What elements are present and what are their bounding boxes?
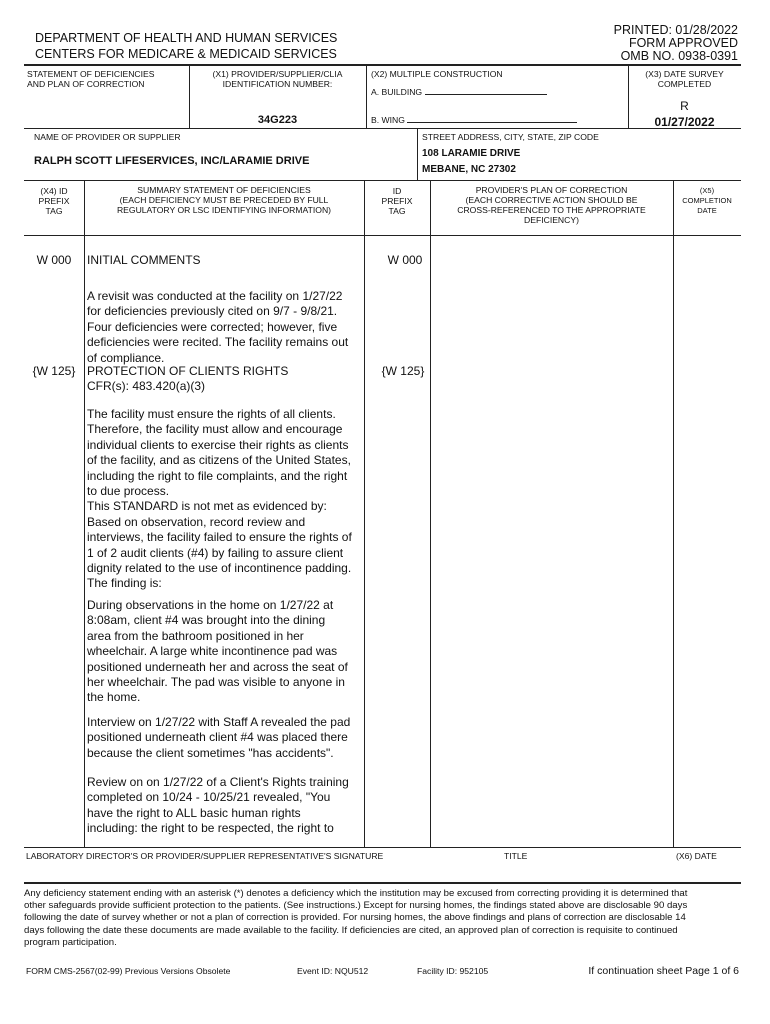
paragraph-revisit bbox=[87, 289, 369, 366]
summary-header-2: (EACH DEFICIENCY MUST BE PRECEDED BY FULL bbox=[119, 195, 329, 205]
tag-w000-right: W 000 bbox=[387, 253, 423, 267]
text-line: Therefore, the facility must allow and encourage bbox=[87, 422, 343, 437]
text-line: wheelchair. A large white incontinence pad was bbox=[87, 644, 338, 659]
address-city: MEBANE, NC 27302 bbox=[422, 164, 516, 175]
tag-w125-left: {W 125} bbox=[32, 364, 76, 378]
omb-number: OMB NO. 0938-0391 bbox=[620, 49, 738, 63]
w125-title: PROTECTION OF CLIENTS RIGHTS bbox=[87, 364, 289, 378]
column-header-rule bbox=[24, 235, 741, 236]
summary-header-1: SUMMARY STATEMENT OF DEFICIENCIES bbox=[137, 185, 311, 195]
row-rule bbox=[24, 180, 741, 181]
id-header-1: ID bbox=[392, 186, 402, 196]
w125-heading bbox=[87, 364, 369, 395]
x4-header-3: TAG bbox=[45, 206, 63, 216]
tag-w000-left: W 000 bbox=[36, 253, 72, 267]
text-line: Review on on 1/27/22 of a Client's Rights training bbox=[87, 775, 349, 789]
text-line: her wheelchair. The pad was visible to anyone in bbox=[87, 675, 345, 690]
form-number: FORM CMS-2567(02-99) Previous Versions Obsolete bbox=[26, 966, 231, 976]
x5-header-3: DATE bbox=[697, 206, 717, 215]
divider bbox=[366, 65, 367, 128]
column-divider bbox=[430, 180, 431, 847]
signature-rule bbox=[24, 847, 741, 848]
top-rule bbox=[24, 64, 741, 66]
x3-label-2: COMPLETED bbox=[657, 79, 712, 89]
summary-header-3: REGULATORY OR LSC IDENTIFYING INFORMATION) bbox=[116, 205, 332, 215]
text-line: The facility must ensure the rights of all clients. bbox=[87, 407, 336, 421]
divider bbox=[417, 128, 418, 180]
text-line: the home. bbox=[87, 690, 141, 705]
x5-header bbox=[673, 186, 741, 216]
address-label: STREET ADDRESS, CITY, STATE, ZIP CODE bbox=[422, 132, 599, 142]
text-line: Four deficiencies were corrected; however, five bbox=[87, 319, 338, 334]
agency-name: CENTERS FOR MEDICARE & MEDICAID SERVICES bbox=[35, 47, 337, 61]
text-line: interviews, the facility failed to ensure the rights of bbox=[87, 530, 352, 545]
paragraph-interview bbox=[87, 715, 369, 761]
text-line: The finding is: bbox=[87, 576, 162, 591]
paragraph-observation bbox=[87, 598, 369, 706]
text-line: During observations in the home on 1/27/22 at bbox=[87, 598, 334, 612]
text-line: Interview on 1/27/22 with Staff A revealed the pad bbox=[87, 715, 351, 729]
text-line: Based on observation, record review and bbox=[87, 514, 306, 529]
provider-name: RALPH SCOTT LIFESERVICES, INC/LARAMIE DRIVE bbox=[34, 155, 310, 167]
x4-header-2: PREFIX bbox=[38, 196, 70, 206]
title-label: TITLE bbox=[504, 851, 528, 861]
id-header bbox=[364, 186, 430, 216]
printed-date: PRINTED: 01/28/2022 bbox=[613, 23, 738, 37]
building-blank bbox=[425, 85, 547, 95]
text-line: 8:08am, client #4 was brought into the dining bbox=[87, 613, 326, 628]
x2-label: (X2) MULTIPLE CONSTRUCTION bbox=[371, 69, 503, 79]
id-header-3: TAG bbox=[388, 206, 406, 216]
department-name: DEPARTMENT OF HEALTH AND HUMAN SERVICES bbox=[35, 31, 338, 45]
paragraph-rights bbox=[87, 407, 369, 592]
text-line: 1 of 2 audit clients (#4) by failing to assure client bbox=[87, 545, 344, 560]
disclaimer-line: program participation. bbox=[24, 936, 117, 948]
tag-w125-right: {W 125} bbox=[381, 364, 425, 378]
facility-id: Facility ID: 952105 bbox=[417, 966, 489, 976]
x1-label-2: IDENTIFICATION NUMBER: bbox=[222, 79, 333, 89]
x2-wing-label: B. WING bbox=[371, 115, 405, 125]
disclaimer-text bbox=[24, 888, 754, 949]
plan-header-1: PROVIDER'S PLAN OF CORRECTION bbox=[475, 185, 628, 195]
survey-date: 01/27/2022 bbox=[654, 115, 715, 129]
text-line: because the client sometimes "has accidents". bbox=[87, 745, 334, 760]
text-line: deficiencies were recited. The facility remains out bbox=[87, 335, 349, 350]
text-line: This STANDARD is not met as evidenced by: bbox=[87, 499, 327, 514]
x2-building bbox=[371, 85, 547, 97]
text-line: of the facility, and as citizens of the United States, bbox=[87, 453, 351, 468]
disclaimer-line: following the date of survey whether or not a plan of correction is provided. For nursing homes, the above findings and plans of correction are disclosable 14 bbox=[24, 912, 686, 924]
page-indicator: If continuation sheet Page 1 of 6 bbox=[588, 965, 739, 977]
x6-date-label: (X6) DATE bbox=[676, 851, 717, 861]
plan-header-4: DEFICIENCY) bbox=[524, 215, 579, 225]
text-line: dignity related to the use of incontinence padding. bbox=[87, 561, 352, 576]
text-line: area from the bathroom positioned in her bbox=[87, 628, 304, 643]
text-line: to due process. bbox=[87, 484, 170, 499]
wing-blank bbox=[407, 113, 577, 123]
x2-building-label: A. BUILDING bbox=[371, 87, 423, 97]
x5-header-2: COMPLETION bbox=[682, 196, 732, 205]
text-line: positioned underneath her and across the seat of bbox=[87, 659, 348, 674]
x5-header-1: (X5) bbox=[699, 186, 715, 195]
plan-header-2: (EACH CORRECTIVE ACTION SHOULD BE bbox=[465, 195, 638, 205]
provider-id-number: 34G223 bbox=[257, 114, 298, 126]
column-divider bbox=[84, 180, 85, 847]
text-line: A revisit was conducted at the facility on 1/27/22 bbox=[87, 289, 343, 303]
x3-label-1: (X3) DATE SURVEY bbox=[645, 69, 724, 79]
w125-cfr: CFR(s): 483.420(a)(3) bbox=[87, 379, 206, 394]
disclaimer-line: other safeguards provide sufficient protection to the patients. (See instructions.) Except for nursing homes, the findings stated above are disclosable 90 days bbox=[24, 900, 688, 912]
provider-name-label: NAME OF PROVIDER OR SUPPLIER bbox=[34, 132, 181, 142]
address-street: 108 LARAMIE DRIVE bbox=[422, 148, 521, 159]
disclaimer-line: days following the date these documents are made available to the facility. If deficiencies are cited, an approved plan of correction is requisite to continued bbox=[24, 924, 678, 936]
disclaimer-rule bbox=[24, 882, 741, 884]
x1-label-1: (X1) PROVIDER/SUPPLIER/CLIA bbox=[212, 69, 343, 79]
x2-wing bbox=[371, 113, 577, 125]
text-line: of compliance. bbox=[87, 350, 165, 365]
plan-header bbox=[430, 185, 673, 225]
summary-header bbox=[84, 185, 364, 215]
id-header-2: PREFIX bbox=[381, 196, 413, 206]
text-line: for deficiencies previously cited on 9/7 - 9/8/21. bbox=[87, 304, 338, 319]
statement-label-1: STATEMENT OF DEFICIENCIES bbox=[27, 69, 155, 79]
text-line: positioned underneath client #4 was placed there bbox=[87, 730, 348, 745]
text-line: including: the right to be respected, the right to bbox=[87, 821, 334, 836]
initial-comments-title: INITIAL COMMENTS bbox=[87, 253, 201, 267]
disclaimer-line: Any deficiency statement ending with an asterisk (*) denotes a deficiency which the institution may be excused from correcting providing it is determined that bbox=[24, 888, 688, 899]
survey-type: R bbox=[680, 99, 689, 113]
plan-header-3: CROSS-REFERENCED TO THE APPROPRIATE bbox=[457, 205, 646, 215]
form-approved: FORM APPROVED bbox=[628, 36, 738, 50]
statement-label-2: AND PLAN OF CORRECTION bbox=[27, 79, 145, 89]
signature-label: LABORATORY DIRECTOR'S OR PROVIDER/SUPPLIER REPRESENTATIVE'S SIGNATURE bbox=[26, 851, 384, 861]
event-id: Event ID: NQU512 bbox=[297, 966, 369, 976]
x4-header bbox=[24, 186, 84, 216]
paragraph-review bbox=[87, 775, 369, 837]
x4-header-1: (X4) ID bbox=[40, 186, 68, 196]
column-divider bbox=[673, 180, 674, 847]
text-line: completed on 10/24 - 10/25/21 revealed, "You bbox=[87, 790, 331, 805]
text-line: have the right to ALL basic human rights bbox=[87, 805, 301, 820]
text-line: including the right to file complaints, and the right bbox=[87, 468, 348, 483]
text-line: individual clients to exercise their rights as clients bbox=[87, 437, 349, 452]
